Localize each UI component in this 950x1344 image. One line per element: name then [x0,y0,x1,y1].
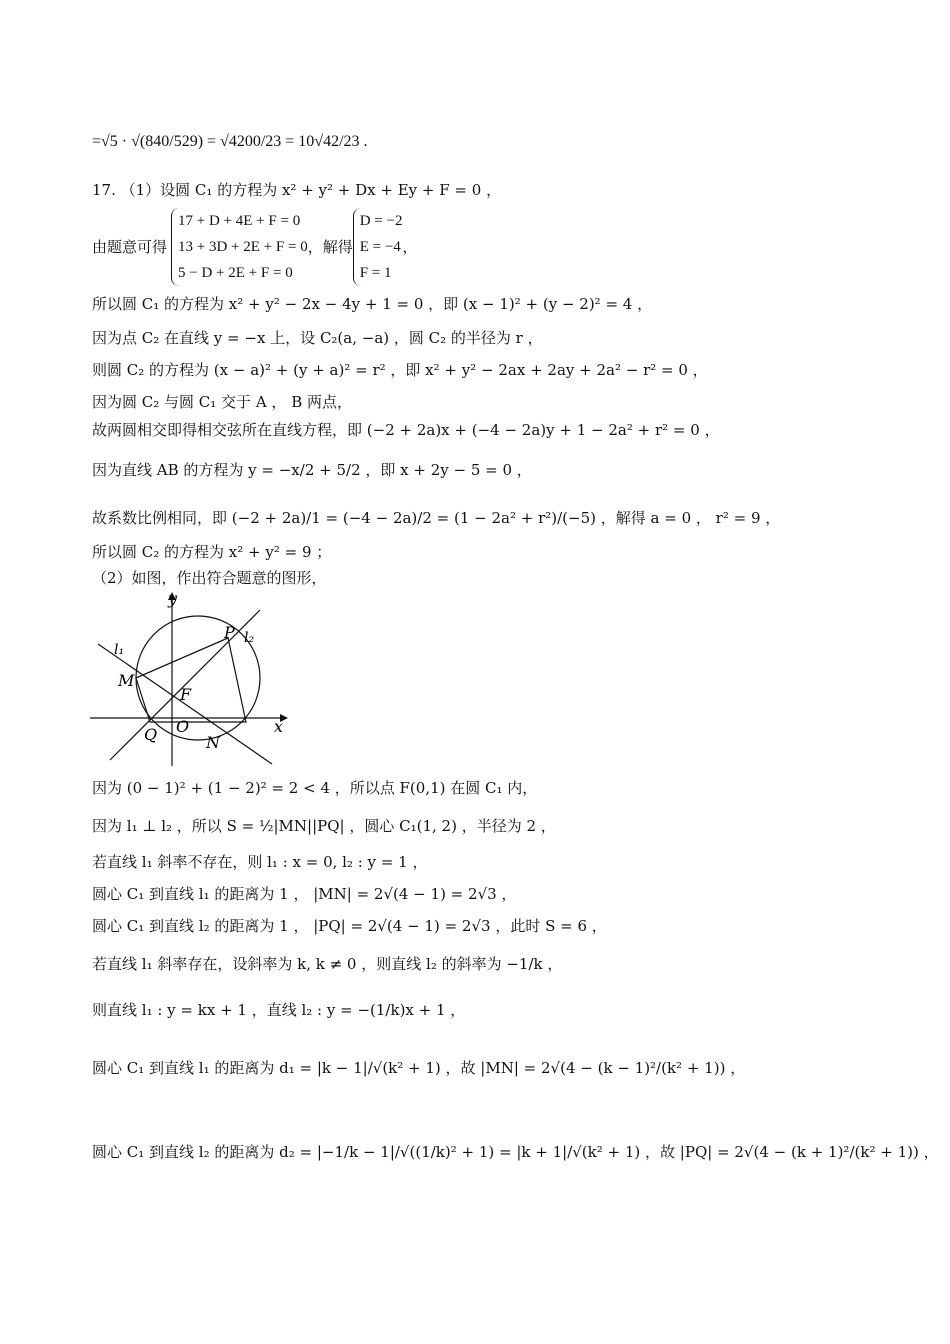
line-pq-length: 圆心 C₁ 到直线 l₂ 的距离为 1 ， |PQ| = 2√(4 − 1) = 2√3 ，此时 S = 6 ， [92,917,607,935]
line-l1-l2-equations: 则直线 l₁ : y = kx + 1 ，直线 l₂ : y = −(1/k)x + 1 ， [92,1001,466,1019]
quadrilateral-MPNQ [136,638,246,722]
label-P: P [224,623,235,642]
system-eq-2: 13 + 3D + 2E + F = 0 [178,239,308,255]
line-slope-undefined: 若直线 l₁ 斜率不存在，则 l₁ : x = 0, l₂ : y = 1 ， [92,853,428,871]
label-N: N [206,733,220,752]
line-d2: 圆心 C₁ 到直线 l₂ 的距离为 d₂ = |−1/k − 1|/√((1/k)² + 1) = |k + 1|/√(k² + 1) ，故 |PQ| = 2√(4 − (k + 1)²/(k² + 1)) ， [92,1143,939,1161]
line-intersect: 因为圆 C₂ 与圆 C₁ 交于 A ， B 两点， [92,393,352,411]
label-M: M [118,671,135,690]
part-2-heading: （2）如图，作出符合题意的图形， [92,569,327,587]
equation-system-row [92,208,418,286]
label-O: O [176,717,190,736]
geometry-figure [90,590,290,770]
line-proportion: 故系数比例相同，即 (−2 + 2a)/1 = (−4 − 2a)/2 = (1 − 2a² + r²)/(−5) ，解得 a = 0 ， r² = 9 ， [92,509,781,527]
line-area: 因为 l₁ ⊥ l₂ ，所以 S = ½|MN||PQ| ，圆心 C₁(1, 2) ，半径为 2 ， [92,817,556,835]
line-by-condition: 由题意可得 [92,238,168,256]
segment-MP [136,638,228,678]
system-eq-3: 5 − D + 2E + F = 0 [178,265,293,281]
label-Q: Q [144,725,158,744]
label-F: F [180,685,192,704]
line-c1-equation: 所以圆 C₁ 的方程为 x² + y² − 2x − 4y + 1 = 0 ，即 (x − 1)² + (y − 2)² = 4 ， [92,295,653,313]
line-common-chord: 故两圆相交即得相交弦所在直线方程，即 (−2 + 2a)x + (−4 − 2a)y + 1 − 2a² + r² = 0 ， [92,421,720,439]
solution-D: D = −2 [359,213,403,229]
line-slope-exists: 若直线 l₁ 斜率存在，设斜率为 k, k ≠ 0 ，则直线 l₂ 的斜率为 −1/k ， [92,955,563,973]
solution-E: E = −4 [359,239,401,255]
solution-comma: ， [402,238,418,256]
line-result: =√5 · √(840/529) = √4200/23 = 10√42/23 . [92,133,368,150]
line-f-inside: 因为 (0 − 1)² + (1 − 2)² = 2 < 4 ，所以点 F(0,1) 在圆 C₁ 内， [92,779,538,797]
system-eq-1: 17 + D + 4E + F = 0 [178,213,301,229]
line-c2-equation: 则圆 C₂ 的方程为 (x − a)² + (y + a)² = r² ，即 x² + y² − 2ax + 2ay + 2a² − r² = 0 ， [92,361,708,379]
label-y: y [168,590,178,608]
line-ab-equation: 因为直线 AB 的方程为 y = −x/2 + 5/2 ，即 x + 2y − 5 = 0 ， [92,461,532,479]
system-solution [353,208,403,286]
label-l1: l₁ [114,642,125,658]
solution-F: F = 1 [359,265,392,281]
line-mn-length: 圆心 C₁ 到直线 l₁ 的距离为 1 ， |MN| = 2√(4 − 1) = 2√3 ， [92,885,517,903]
line-solve: ，解得 [307,238,353,256]
problem-17-heading: 17. （1）设圆 C₁ 的方程为 x² + y² + Dx + Ey + F = 0 ， [92,181,502,199]
line-d1: 圆心 C₁ 到直线 l₁ 的距离为 d₁ = |k − 1|/√(k² + 1) ，故 |MN| = 2√(4 − (k − 1)²/(k² + 1)) ， [92,1059,746,1077]
system-equations [171,208,308,286]
line-c2-final: 所以圆 C₂ 的方程为 x² + y² = 9 ； [92,543,332,561]
label-x: x [274,717,284,736]
line-c2-center: 因为点 C₂ 在直线 y = −x 上，设 C₂(a, −a) ，圆 C₂ 的半径为 r ， [92,329,543,347]
label-l2: l₂ [244,630,255,646]
